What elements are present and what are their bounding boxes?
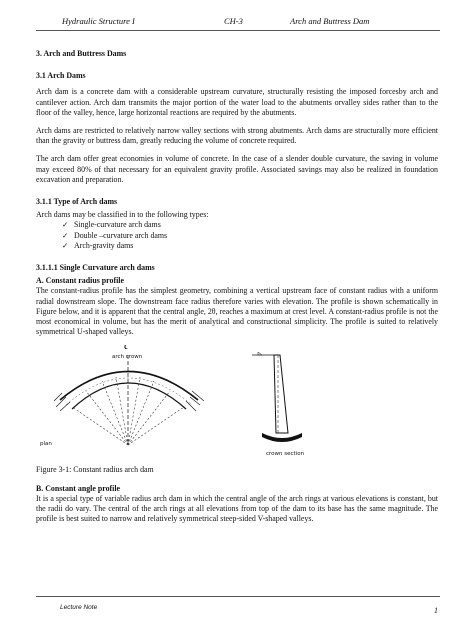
section-heading-3-1: 3.1 Arch Dams bbox=[36, 71, 86, 81]
header-course: Hydraulic Structure I bbox=[62, 16, 135, 26]
paragraph-constant-angle: It is a special type of variable radius arch dam in which the central angle of the arch rings at various elevations is constant, but the radii do vary. The central of the arch rings at all elevations from top of the dam to its base has the same magnitude. The profile is best suited to narrow and relatively symmetrical steep-sided V-shaped valleys. bbox=[36, 493, 438, 524]
arch-downstream-face bbox=[72, 383, 186, 409]
crown-section-label: crown section bbox=[266, 451, 305, 458]
header-divider bbox=[36, 30, 440, 31]
footer-note: Lecture Note bbox=[60, 604, 98, 611]
list-item: ✓ Single-curvature arch dams bbox=[62, 220, 438, 230]
header-chapter: CH-3 bbox=[224, 16, 243, 26]
arch-upstream-face bbox=[60, 372, 198, 401]
arch-dam-drawing bbox=[36, 345, 438, 457]
paragraph-arch-dam-restrictions: Arch dams are restricted to relatively narrow valley sections with strong abutments. Arch dams are structurally more efficient than the gravity or buttress dam, greatly reducing the volume of concrete required. bbox=[36, 126, 438, 146]
subheading-constant-angle: B. Constant angle profile bbox=[36, 483, 121, 493]
abutment-hatching bbox=[54, 391, 204, 411]
header-topic: Arch and Buttress Dam bbox=[290, 16, 370, 26]
plan-label: plan bbox=[40, 441, 52, 448]
section-heading-3: 3. Arch and Buttress Dams bbox=[36, 49, 127, 58]
figure-constant-radius-arch-dam bbox=[36, 345, 438, 457]
paragraph-arch-dam-economy: The arch dam offer great economies in volume of concrete. In the case of a slender double curvature, the saving in volume may exceed 80% of that necessary for an equivalent gravity profile. Associated savings may also be realized in foundation excavation and preparation. bbox=[36, 154, 438, 184]
centerline-label: ℄ bbox=[124, 345, 128, 352]
arch-crown-label: arch crown bbox=[112, 354, 143, 361]
subheading-constant-radius: A. Constant radius profile bbox=[36, 276, 124, 286]
section-heading-3-1-1: 3.1.1 Type of Arch dams bbox=[36, 197, 118, 207]
page-body bbox=[36, 40, 438, 524]
figure-caption: Figure 3-1: Constant radius arch dam bbox=[36, 465, 154, 475]
footer-divider bbox=[36, 596, 440, 597]
paragraph-constant-radius: The constant-radius profile has the simplest geometry, combining a vertical upstream face of constant radius with a uniform radial downstream slope. The downstream face radius therefore varies with elevation. The profile is shown schematically in Figure below, and it is apparent that the central angle, 2θ, reaches a maximum at crest level. A constant-radius profile is not the most economical in volume, but has the merit of analytical and constructional simplicity. The profile is suited to relatively symmetrical U-shaped valleys. bbox=[36, 286, 438, 337]
list-item: ✓ Double –curvature arch dams bbox=[62, 231, 438, 241]
crown-section-profile bbox=[274, 355, 288, 433]
section-heading-3-1-1-1: 3.1.1.1 Single Curvature arch dams bbox=[36, 263, 155, 273]
foundation bbox=[262, 433, 302, 442]
paragraph-arch-dam-definition: Arch dam is a concrete dam with a considerable upstream curvature, structurally resisting the imposed forcesby arch and cantilever action. Arch dam transmits the major portion of the water load to the abutments orvalley sides rather than to the floor of the valley, hence, large horizontal reactions are required by the abutments. bbox=[36, 87, 438, 117]
list-item: ✓ Arch-gravity dams bbox=[62, 241, 438, 251]
page-number: 1 bbox=[434, 606, 438, 615]
arch-dam-types-list bbox=[36, 220, 438, 251]
paragraph-types-intro: Arch dams may be classified in to the following types: bbox=[36, 210, 209, 220]
